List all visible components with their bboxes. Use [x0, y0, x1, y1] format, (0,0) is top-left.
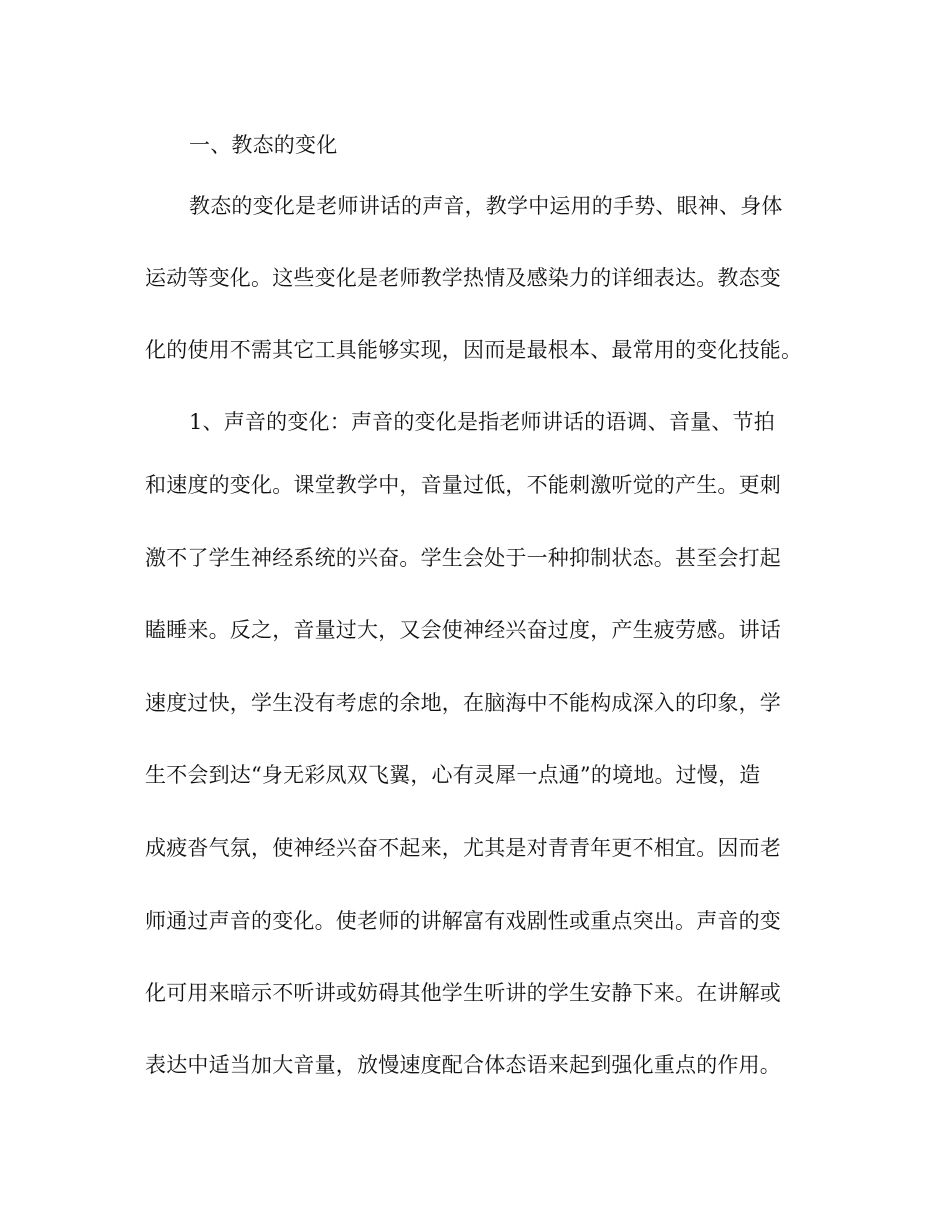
paragraph-1-line-1: 教态的变化是老师讲话的声音，教学中运用的手势、眼神、身体: [189, 194, 783, 218]
section-heading: 一、教态的变化: [189, 133, 338, 157]
paragraph-2-line-8: 师通过声音的变化。使老师的讲解富有戏剧性或重点突出。声音的变: [145, 909, 781, 933]
paragraph-2-line-4: 瞌睡来。反之，音量过大，又会使神经兴奋过度，产生疲劳感。讲话: [145, 618, 781, 642]
paragraph-2-line-5: 速度过快，学生没有考虑的余地，在脑海中不能构成深入的印象，学: [145, 691, 781, 715]
paragraph-1-line-2: 运动等变化。这些变化是老师教学热情及感染力的详细表达。教态变: [145, 266, 781, 290]
paragraph-1-line-3: 化的使用不需其它工具能够实现，因而是最根本、最常用的变化技能。: [145, 338, 803, 362]
paragraph-2-line-7: 成疲沓气氛，使神经兴奋不起来，尤其是对青青年更不相宜。因而老: [145, 836, 781, 860]
paragraph-2-line-3: 激不了学生神经系统的兴奋。学生会处于一种抑制状态。甚至会打起: [145, 546, 781, 570]
paragraph-2-line-2: 和速度的变化。课堂教学中，音量过低，不能刺激听觉的产生。更刺: [145, 473, 781, 497]
paragraph-2-line-9: 化可用来暗示不听讲或妨碍其他学生听讲的学生安静下来。在讲解或: [145, 981, 781, 1005]
paragraph-2-line-10: 表达中适当加大音量，放慢速度配合体态语来起到强化重点的作用。: [145, 1053, 781, 1077]
paragraph-2-line-6: 生不会到达“身无彩凤双飞翼，心有灵犀一点通”的境地。过慢，造: [145, 763, 761, 787]
paragraph-2-line-1: 1、声音的变化：声音的变化是指老师讲话的语调、音量、节拍: [189, 410, 775, 434]
